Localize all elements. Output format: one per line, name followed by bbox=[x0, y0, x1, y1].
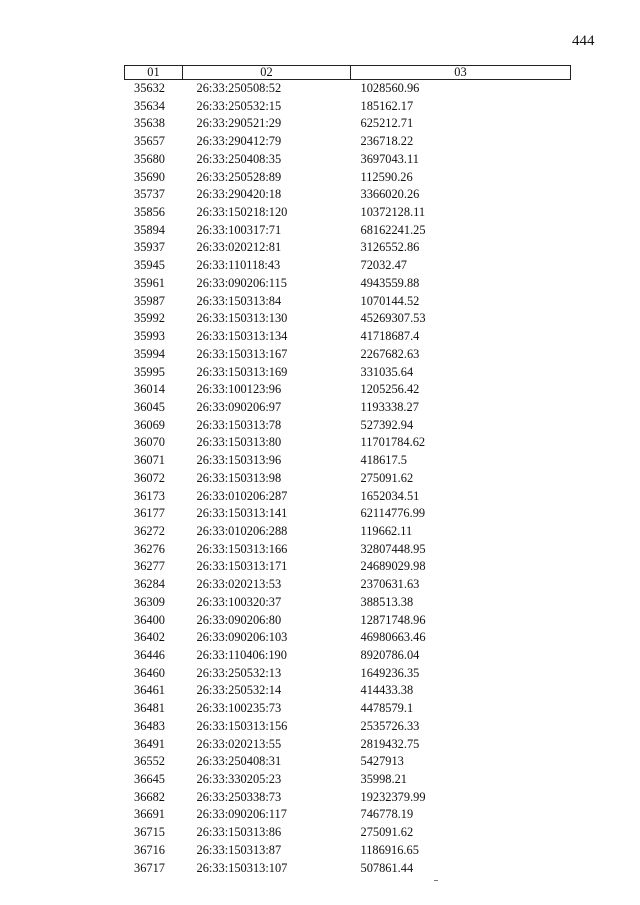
cell-id: 36014 bbox=[134, 382, 165, 397]
cell-id: 36552 bbox=[134, 754, 165, 769]
table-row bbox=[125, 80, 571, 98]
cell-id: 35632 bbox=[134, 81, 165, 95]
cell-id: 35993 bbox=[134, 329, 165, 344]
table-row bbox=[125, 151, 571, 169]
cell-cadastral-number: 26:33:150313:98 bbox=[196, 470, 282, 485]
cell-value: 275091.62 bbox=[360, 825, 414, 840]
cell-id: 36483 bbox=[134, 718, 165, 733]
cell-id: 36284 bbox=[134, 577, 165, 592]
cell-value: 46980663.46 bbox=[360, 630, 426, 645]
cell-cadastral-number: 26:33:010206:287 bbox=[196, 488, 288, 503]
table-row bbox=[125, 558, 571, 576]
table-row bbox=[125, 806, 571, 824]
cell-value: 527392.94 bbox=[360, 417, 414, 432]
cell-value: 62114776.99 bbox=[360, 506, 426, 521]
cell-value: 1205256.42 bbox=[360, 382, 420, 397]
cell-cadastral-number: 26:33:090206:117 bbox=[196, 807, 287, 822]
cell-value: 24689029.98 bbox=[360, 559, 426, 574]
cell-cadastral-number: 26:33:150218:120 bbox=[196, 205, 288, 220]
cell-cadastral-number: 26:33:090206:103 bbox=[196, 630, 288, 645]
cell-id: 36446 bbox=[134, 648, 165, 662]
cell-id: 36481 bbox=[134, 701, 165, 716]
cell-cadastral-number: 26:33:150313:134 bbox=[196, 329, 288, 344]
cell-id: 36272 bbox=[134, 523, 165, 538]
cell-value: 4943559.88 bbox=[360, 275, 420, 290]
table-row bbox=[125, 98, 571, 116]
cell-id: 36460 bbox=[134, 665, 165, 680]
cell-cadastral-number: 26:33:150313:87 bbox=[196, 842, 282, 857]
cell-value: 1652034.51 bbox=[360, 488, 420, 503]
cell-cadastral-number: 26:33:150313:84 bbox=[196, 293, 282, 308]
cell-value: 2267682.63 bbox=[360, 346, 420, 361]
cell-cadastral-number: 26:33:290412:79 bbox=[196, 134, 282, 149]
table-row bbox=[125, 629, 571, 647]
cell-id: 35657 bbox=[134, 134, 165, 149]
cell-cadastral-number: 26:33:090206:97 bbox=[196, 399, 282, 414]
cell-id: 35995 bbox=[134, 364, 165, 379]
cell-value: 2370631.63 bbox=[360, 577, 420, 592]
table-row bbox=[125, 169, 571, 187]
table-row bbox=[125, 293, 571, 311]
cell-value: 4478579.1 bbox=[360, 701, 414, 716]
table-row bbox=[125, 718, 571, 736]
cell-id: 36276 bbox=[134, 541, 165, 556]
table-row bbox=[125, 647, 571, 665]
data-table-container bbox=[124, 65, 570, 877]
cell-id: 35961 bbox=[134, 275, 165, 290]
cell-value: 8920786.04 bbox=[360, 648, 420, 662]
cell-value: 1193338.27 bbox=[360, 399, 419, 414]
cell-value: 331035.64 bbox=[360, 364, 414, 379]
table-row bbox=[125, 682, 571, 700]
cell-value: 1649236.35 bbox=[360, 665, 420, 680]
page-mark bbox=[434, 880, 438, 881]
cell-cadastral-number: 26:33:150313:167 bbox=[196, 346, 288, 361]
table-row bbox=[125, 417, 571, 435]
cell-value: 185162.17 bbox=[360, 98, 414, 113]
cell-value: 275091.62 bbox=[360, 470, 414, 485]
cell-cadastral-number: 26:33:100235:73 bbox=[196, 701, 282, 716]
cell-id: 36717 bbox=[134, 860, 165, 875]
table-row bbox=[125, 204, 571, 222]
table-row bbox=[125, 452, 571, 470]
cell-cadastral-number: 26:33:150313:107 bbox=[196, 860, 288, 875]
cell-value: 2819432.75 bbox=[360, 736, 420, 751]
table-row bbox=[125, 186, 571, 204]
table-row bbox=[125, 310, 571, 328]
cell-cadastral-number: 26:33:250532:15 bbox=[196, 98, 282, 113]
cell-value: 19232379.99 bbox=[360, 789, 426, 804]
cell-cadastral-number: 26:33:020212:81 bbox=[196, 240, 282, 255]
table-row bbox=[125, 470, 571, 488]
cell-id: 36072 bbox=[134, 470, 165, 485]
table-row bbox=[125, 488, 571, 506]
cell-cadastral-number: 26:33:290521:29 bbox=[196, 116, 282, 131]
cell-id: 35690 bbox=[134, 169, 165, 184]
table-row bbox=[125, 665, 571, 683]
cell-cadastral-number: 26:33:330205:23 bbox=[196, 772, 282, 787]
table-row bbox=[125, 576, 571, 594]
cell-id: 35945 bbox=[134, 258, 165, 273]
cell-cadastral-number: 26:33:110406:190 bbox=[196, 648, 287, 662]
cell-id: 36071 bbox=[134, 453, 165, 468]
cell-cadastral-number: 26:33:150313:171 bbox=[196, 559, 288, 574]
cell-cadastral-number: 26:33:090206:80 bbox=[196, 612, 282, 627]
cell-value: 746778.19 bbox=[360, 807, 414, 822]
cell-cadastral-number: 26:33:100320:37 bbox=[196, 594, 282, 609]
table-row bbox=[125, 239, 571, 257]
cell-cadastral-number: 26:33:250528:89 bbox=[196, 169, 282, 184]
cell-id: 36177 bbox=[134, 506, 165, 521]
cell-id: 36309 bbox=[134, 594, 165, 609]
table-row bbox=[125, 860, 571, 878]
data-table bbox=[124, 65, 571, 877]
cell-value: 68162241.25 bbox=[360, 222, 426, 237]
cell-id: 36400 bbox=[134, 612, 165, 627]
cell-id: 36716 bbox=[134, 842, 165, 857]
cell-id: 35856 bbox=[134, 205, 165, 220]
table-row bbox=[125, 364, 571, 382]
cell-cadastral-number: 26:33:250508:52 bbox=[196, 81, 282, 95]
cell-value: 1028560.96 bbox=[360, 81, 420, 95]
cell-id: 36045 bbox=[134, 399, 165, 414]
cell-value: 45269307.53 bbox=[360, 311, 426, 326]
table-row bbox=[125, 771, 571, 789]
cell-cadastral-number: 26:33:250532:13 bbox=[196, 665, 282, 680]
cell-value: 1186916.65 bbox=[360, 842, 419, 857]
cell-value: 625212.71 bbox=[360, 116, 414, 131]
cell-cadastral-number: 26:33:020213:55 bbox=[196, 736, 282, 751]
header-row bbox=[125, 66, 571, 80]
cell-value: 3366020.26 bbox=[360, 187, 420, 202]
cell-cadastral-number: 26:33:150313:156 bbox=[196, 718, 288, 733]
cell-value: 5427913 bbox=[360, 754, 404, 769]
cell-cadastral-number: 26:33:150313:80 bbox=[196, 435, 282, 450]
cell-id: 35992 bbox=[134, 311, 165, 326]
cell-value: 112590.26 bbox=[360, 169, 413, 184]
cell-cadastral-number: 26:33:150313:78 bbox=[196, 417, 282, 432]
table-row bbox=[125, 434, 571, 452]
cell-cadastral-number: 26:33:250408:31 bbox=[196, 754, 282, 769]
cell-value: 10372128.11 bbox=[360, 205, 426, 220]
cell-value: 11701784.62 bbox=[360, 435, 426, 450]
cell-id: 36069 bbox=[134, 417, 165, 432]
cell-cadastral-number: 26:33:020213:53 bbox=[196, 577, 282, 592]
cell-cadastral-number: 26:33:150313:130 bbox=[196, 311, 288, 326]
table-row bbox=[125, 594, 571, 612]
cell-id: 36691 bbox=[134, 807, 165, 822]
cell-value: 1070144.52 bbox=[360, 293, 420, 308]
table-row bbox=[125, 541, 571, 559]
cell-value: 236718.22 bbox=[360, 134, 414, 149]
table-row bbox=[125, 736, 571, 754]
cell-cadastral-number: 26:33:150313:141 bbox=[196, 506, 288, 521]
cell-value: 414433.38 bbox=[360, 683, 414, 698]
table-header bbox=[125, 66, 571, 80]
cell-value: 507861.44 bbox=[360, 860, 414, 875]
table-row bbox=[125, 700, 571, 718]
cell-value: 2535726.33 bbox=[360, 718, 420, 733]
table-row bbox=[125, 612, 571, 630]
cell-id: 36715 bbox=[134, 825, 165, 840]
cell-value: 35998.21 bbox=[360, 772, 407, 787]
cell-id: 35680 bbox=[134, 151, 165, 166]
table-row bbox=[125, 328, 571, 346]
table-row bbox=[125, 523, 571, 541]
table-row bbox=[125, 346, 571, 364]
cell-id: 35638 bbox=[134, 116, 165, 131]
cell-cadastral-number: 26:33:290420:18 bbox=[196, 187, 282, 202]
cell-cadastral-number: 26:33:100123:96 bbox=[196, 382, 282, 397]
cell-cadastral-number: 26:33:010206:288 bbox=[196, 523, 288, 538]
cell-id: 36645 bbox=[134, 772, 165, 787]
table-row bbox=[125, 257, 571, 275]
cell-cadastral-number: 26:33:250532:14 bbox=[196, 683, 282, 698]
cell-cadastral-number: 26:33:110118:43 bbox=[196, 258, 281, 273]
cell-id: 35987 bbox=[134, 293, 165, 308]
cell-cadastral-number: 26:33:150313:86 bbox=[196, 825, 282, 840]
cell-cadastral-number: 26:33:150313:166 bbox=[196, 541, 288, 556]
table-row bbox=[125, 789, 571, 807]
cell-value: 418617.5 bbox=[360, 453, 407, 468]
cell-id: 35937 bbox=[134, 240, 165, 255]
table-row bbox=[125, 381, 571, 399]
cell-id: 35994 bbox=[134, 346, 165, 361]
table-row bbox=[125, 753, 571, 771]
cell-id: 36491 bbox=[134, 736, 165, 751]
cell-value: 72032.47 bbox=[360, 258, 407, 273]
cell-value: 32807448.95 bbox=[360, 541, 426, 556]
table-row bbox=[125, 115, 571, 133]
cell-value: 12871748.96 bbox=[360, 612, 426, 627]
cell-value: 119662.11 bbox=[360, 523, 413, 538]
cell-value: 41718687.4 bbox=[360, 329, 420, 344]
table-row bbox=[125, 842, 571, 860]
table-body bbox=[125, 80, 571, 878]
column-header-03: 03 bbox=[351, 66, 571, 80]
cell-id: 35634 bbox=[134, 98, 165, 113]
table-row bbox=[125, 399, 571, 417]
cell-id: 36402 bbox=[134, 630, 165, 645]
table-row bbox=[125, 824, 571, 842]
cell-value: 388513.38 bbox=[360, 594, 414, 609]
cell-cadastral-number: 26:33:250338:73 bbox=[196, 789, 282, 804]
cell-id: 36682 bbox=[134, 789, 165, 804]
cell-cadastral-number: 26:33:100317:71 bbox=[196, 222, 282, 237]
cell-value: 3697043.11 bbox=[360, 151, 419, 166]
table-row bbox=[125, 505, 571, 523]
table-row bbox=[125, 133, 571, 151]
cell-id: 36070 bbox=[134, 435, 165, 450]
cell-cadastral-number: 26:33:150313:96 bbox=[196, 453, 282, 468]
table-row bbox=[125, 222, 571, 240]
cell-cadastral-number: 26:33:150313:169 bbox=[196, 364, 288, 379]
cell-id: 35894 bbox=[134, 222, 165, 237]
cell-value: 3126552.86 bbox=[360, 240, 420, 255]
cell-id: 35737 bbox=[134, 187, 165, 202]
column-header-02: 02 bbox=[183, 66, 351, 80]
table-row bbox=[125, 275, 571, 293]
column-header-01: 01 bbox=[125, 66, 183, 80]
cell-cadastral-number: 26:33:090206:115 bbox=[196, 275, 287, 290]
cell-cadastral-number: 26:33:250408:35 bbox=[196, 151, 282, 166]
cell-id: 36461 bbox=[134, 683, 165, 698]
cell-id: 36277 bbox=[134, 559, 165, 574]
cell-id: 36173 bbox=[134, 488, 165, 503]
page-number: 444 bbox=[572, 33, 595, 49]
